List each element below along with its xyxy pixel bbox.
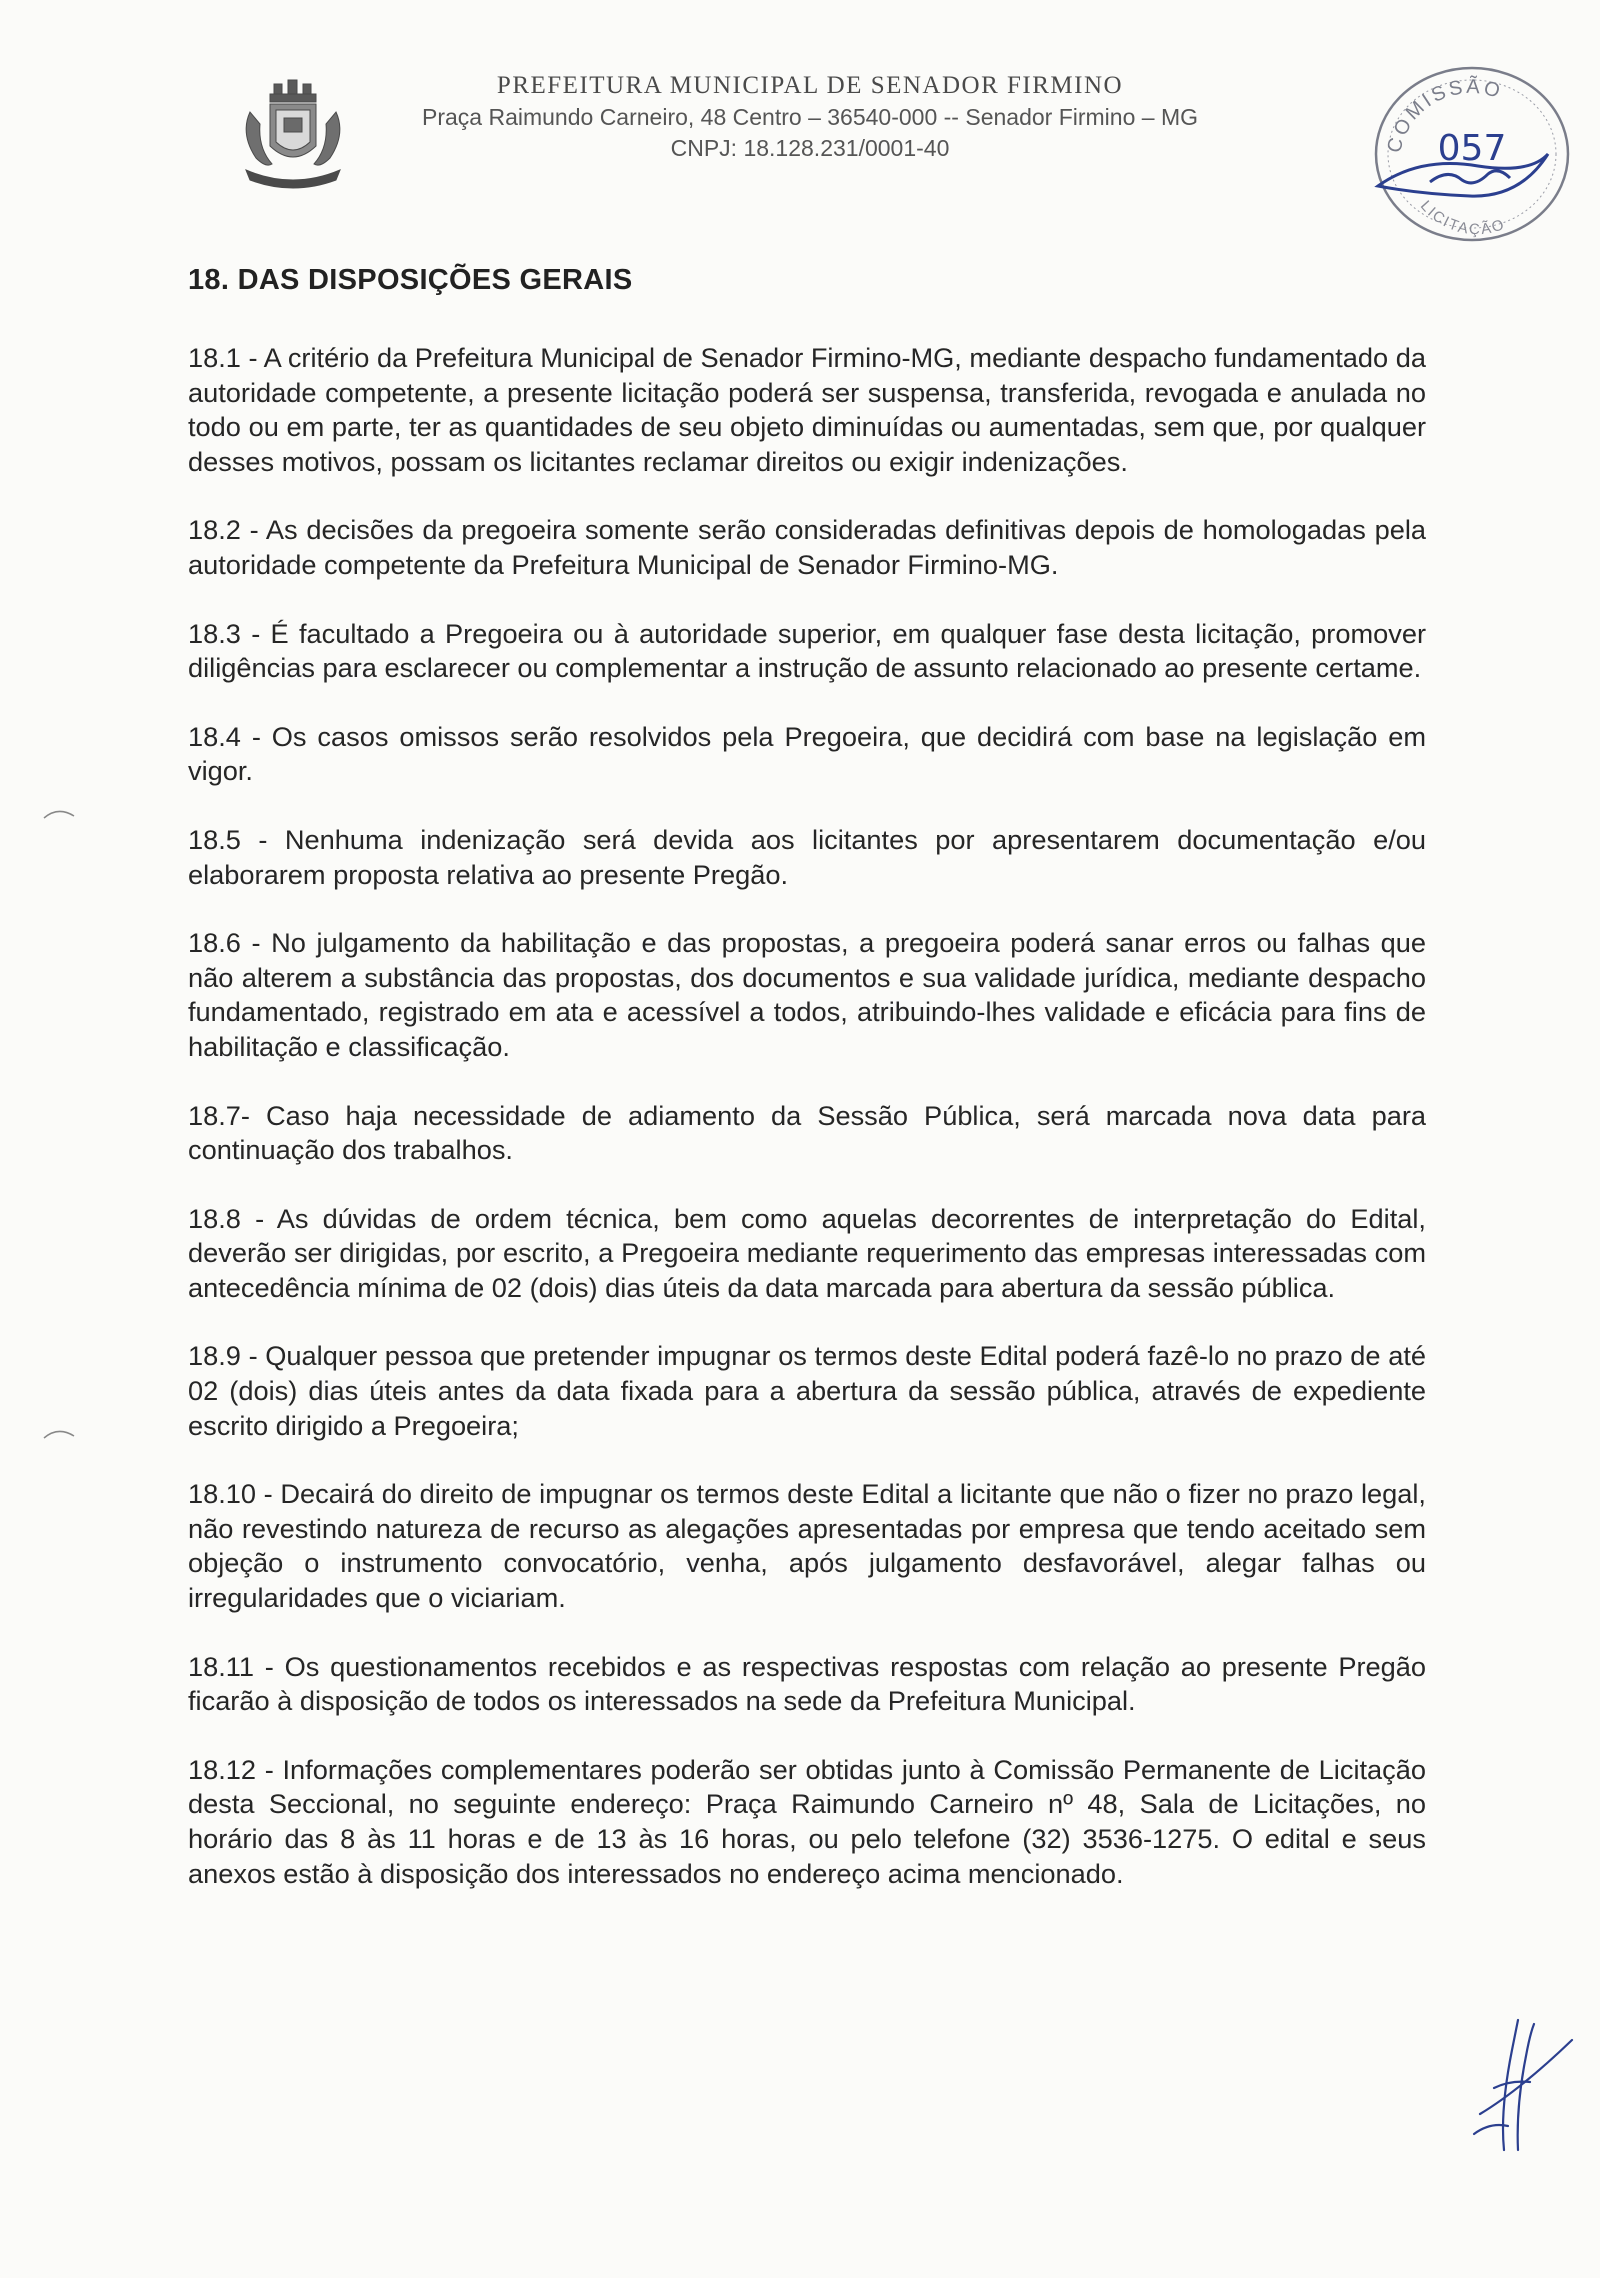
prefecture-cnpj: CNPJ: 18.128.231/0001-40 xyxy=(670,135,950,161)
clause-18-9: 18.9 - Qualquer pessoa que pretender impugnar os termos deste Edital poderá fazê-lo no prazo de até 02 (dois) dias úteis antes da data fixada para a abertura da sessão pública, através de expediente escrito dirigido a Pregoeira; xyxy=(188,1340,1426,1441)
section-title: 18. DAS DISPOSIÇÕES GERAIS xyxy=(188,264,633,296)
prefecture-name: PREFEITURA MUNICIPAL DE SENADOR FIRMINO xyxy=(496,72,1124,99)
clause-18-8: 18.8 - As dúvidas de ordem técnica, bem como aquelas decorrentes de interpretação do Edital, deverão ser dirigidas, por escrito, a Pregoeira mediante requerimento das empresas interessadas com antecedência mínima de 02 (dois) dias úteis da data marcada para abertura da sessão pública. xyxy=(188,1202,1426,1303)
clause-18-6: 18.6 - No julgamento da habilitação e das propostas, a pregoeira poderá sanar erros ou falhas que não alterem a substância das propostas, dos documentos e sua validade jurídica, mediante despacho fundamentado, registrado em ata e acessível a todos, atribuindo-lhes validade e eficácia para fins de habilitação e classificação. xyxy=(188,927,1426,1062)
clause-18-2: 18.2 - As decisões da pregoeira somente serão consideradas definitivas depois de homologadas pela autoridade competente da Prefeitura Municipal de Senador Firmino-MG. xyxy=(188,514,1426,580)
stamp-top-text: COMISSÃO xyxy=(1383,75,1506,156)
signature-icon xyxy=(1460,2010,1580,2160)
commission-stamp-icon xyxy=(1360,56,1580,246)
clause-18-11: 18.11 - Os questionamentos recebidos e as respectivas respostas com relação ao presente Pregão ficarão à disposição de todos os interessados na sede da Prefeitura Municipal. xyxy=(188,1650,1426,1717)
stamp-bottom-text: LICITAÇÃO xyxy=(1416,197,1508,239)
margin-mark-icon xyxy=(42,806,76,820)
clause-18-7: 18.7- Caso haja necessidade de adiamento da Sessão Pública, será marcada nova data para continuação dos trabalhos. xyxy=(188,1099,1426,1166)
clause-18-1: 18.1 - A critério da Prefeitura Municipal de Senador Firmino-MG, mediante despacho fundamentado da autoridade competente, a presente licitação poderá ser suspensa, transferida, revogada e anulada no todo ou em parte, ter as quantidades de seu objeto diminuídas ou aumentadas, sem que, por qualquer desses motivos, possam os licitantes reclamar direitos ou exigir indenizações. xyxy=(188,342,1426,477)
prefecture-address: Praça Raimundo Carneiro, 48 Centro – 36540-000 -- Senador Firmino – MG xyxy=(422,104,1198,130)
clause-18-12: 18.12 - Informações complementares poderão ser obtidas junto à Comissão Permanente de Licitação desta Seccional, no seguinte endereço: Praça Raimundo Carneiro nº 48, Sala de Licitações, no horário das 8 às 11 horas e de 13 às 16 horas, ou pelo telefone (32) 3536-1275. O edital e seus anexos estão à disposição dos interessados no endereço acima mencionado. xyxy=(188,1753,1426,1889)
stamp-number: 057 xyxy=(1437,128,1507,169)
clause-18-10: 18.10 - Decairá do direito de impugnar os termos deste Edital a licitante que não o fizer no prazo legal, não revestindo natureza de recurso as alegações apresentadas por empresa que tendo aceitado sem objeção o instrumento convocatório, venha, após julgamento desfavorável, alegar falhas ou irregularidades que o viciariam. xyxy=(188,1478,1426,1614)
clause-18-4: 18.4 - Os casos omissos serão resolvidos pela Pregoeira, que decidirá com base na legislação em vigor. xyxy=(188,720,1426,787)
clause-18-3: 18.3 - É facultado a Pregoeira ou à autoridade superior, em qualquer fase desta licitação, promover diligências para esclarecer ou complementar a instrução de assunto relacionado ao presente certame. xyxy=(188,617,1426,684)
letterhead xyxy=(230,70,1390,164)
document-body xyxy=(188,256,1426,1925)
margin-mark-icon xyxy=(42,1426,76,1440)
clause-18-5: 18.5 - Nenhuma indenização será devida aos licitantes por apresentarem documentação e/ou elaborarem proposta relativa ao presente Pregão. xyxy=(188,823,1426,890)
